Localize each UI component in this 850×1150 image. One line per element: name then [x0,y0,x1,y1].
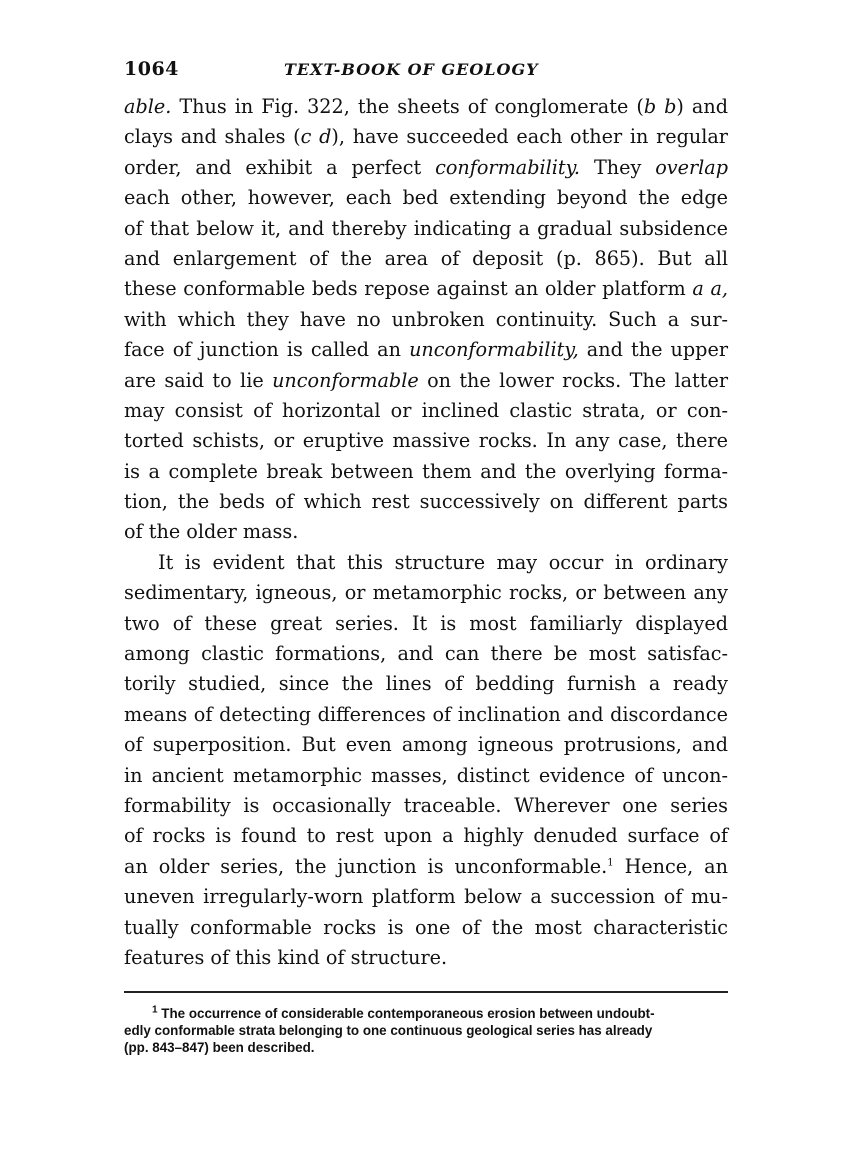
book-page [124,58,728,1056]
text-line [124,426,728,456]
text-span: of rocks is found to rest upon a highly denuded surface of [124,824,728,848]
text-line [124,244,728,274]
text-span: of the older mass. [124,520,299,544]
text-line [124,578,728,608]
italic-text: a a, [692,277,728,301]
text-line [124,183,728,213]
text-line [124,730,728,760]
text-span: Hence, an [613,854,728,878]
text-line [124,396,728,426]
italic-text: c d [300,125,332,149]
text-span: and the upper [578,338,728,362]
text-line [124,214,728,244]
text-line [124,335,728,365]
text-line [124,639,728,669]
text-line [124,305,728,335]
text-span: and enlargement of the area of deposit (p. 865). But all [124,246,728,270]
text-line [124,882,728,912]
text-line [124,366,728,396]
text-span: clays and shales ( [124,125,301,149]
italic-text: overlap [655,155,728,179]
text-span: may consist of horizontal or inclined clastic strata, or con- [124,398,728,422]
text-line [124,791,728,821]
text-span: of superposition. But even among igneous protrusions, and [124,733,728,757]
text-line [124,153,728,183]
text-line [124,274,728,304]
text-span: They [580,155,656,179]
text-span: with which they have no unbroken continuity. Such a sur- [124,307,728,331]
paragraph-1 [124,92,728,548]
text-line [124,669,728,699]
text-line [124,913,728,943]
text-span: in ancient metamorphic masses, distinct evidence of uncon- [124,763,728,787]
text-span: It is evident that this structure may occur in ordinary [158,550,728,574]
text-line [124,548,728,578]
text-span: each other, however, each bed extending beyond the edge [124,186,728,210]
italic-text: unconformability, [409,338,579,362]
text-span: sedimentary, igneous, or metamorphic rocks, or between any [124,581,728,605]
text-line [124,700,728,730]
footnote-marker: 1 [152,1004,158,1016]
text-line [124,943,728,973]
footnote [124,1005,728,1056]
text-span: on the lower rocks. The latter [418,368,728,392]
text-span: order, and exhibit a perfect [124,155,436,179]
text-line [124,487,728,517]
footnote-text-1: The occurrence of considerable contemporaneous erosion between undoubt- [161,1006,655,1022]
page-number: 1064 [124,58,179,80]
page-header [124,58,728,92]
text-span: face of junction is called an [124,338,410,362]
text-span: torily studied, since the lines of bedding furnish a ready [124,672,728,696]
text-span: an older series, the junction is unconformable. [124,854,608,878]
text-span: means of detecting differences of inclination and discordance [124,702,728,726]
text-line [124,517,728,547]
italic-text: unconformable [272,368,419,392]
text-line [124,122,728,152]
text-line [124,609,728,639]
text-span: formability is occasionally traceable. Wherever one series [124,793,728,817]
footnote-line-1 [124,1005,728,1022]
text-span: ), have succeeded each other in regular [331,125,728,149]
italic-text: able. [124,95,172,118]
text-span: features of this kind of structure. [124,945,448,969]
italic-text: conformability. [435,155,581,179]
text-line [124,92,728,122]
text-span: two of these great series. It is most familiarly displayed [124,611,728,635]
text-line [124,761,728,791]
text-span: of that below it, and thereby indicating a gradual subsidence [124,216,728,240]
text-span: are said to lie [124,368,273,392]
paragraph-2 [124,548,728,973]
text-span: among clastic formations, and can there be most satisfac- [124,642,728,666]
text-line [124,852,728,882]
footnote-rule [124,991,728,993]
footnote-line-3: (pp. 843–847) been described. [124,1040,315,1056]
running-title: TEXT-BOOK OF GEOLOGY [284,60,539,79]
text-span: tually conformable rocks is one of the most characteristic [124,915,728,939]
text-span: is a complete break between them and the overlying forma- [124,459,728,483]
text-span: ) and [676,95,728,118]
text-span: Thus in Fig. 322, the sheets of conglomerate ( [171,95,644,118]
italic-text: b b [643,95,677,118]
text-line [124,457,728,487]
text-span: tion, the beds of which rest successively on different parts [124,490,728,514]
footnote-reference: 1 [607,857,614,869]
text-span: torted schists, or eruptive massive rocks. In any case, there [124,429,728,453]
text-line [124,821,728,851]
text-span: these conformable beds repose against an older platform [124,277,693,301]
text-span: uneven irregularly-worn platform below a succession of mu- [124,885,728,909]
footnote-line-2: edly conformable strata belonging to one continuous geological series has already [124,1023,653,1039]
